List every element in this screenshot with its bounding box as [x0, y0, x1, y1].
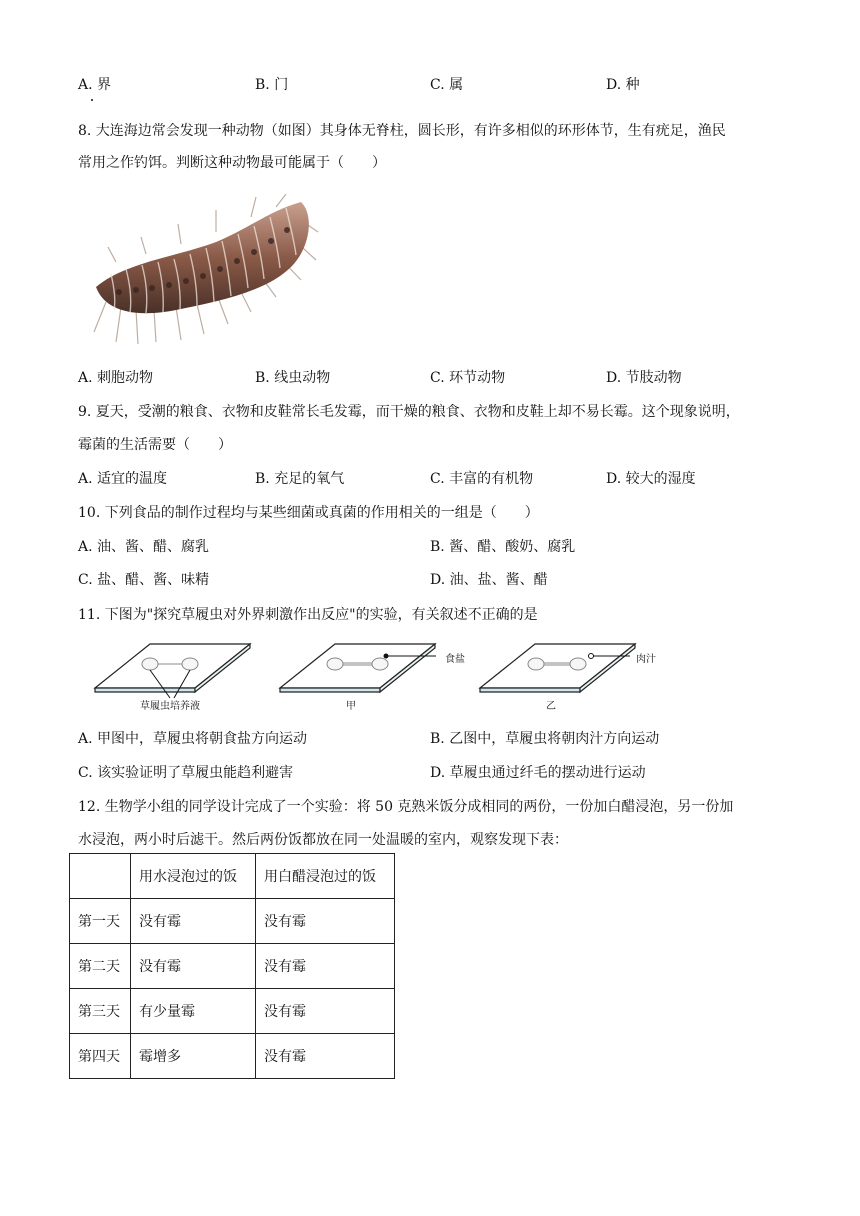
table-row: [70, 989, 395, 1034]
q9-option-c: C. 丰富的有机物: [430, 471, 534, 487]
q9-option-d: D. 较大的湿度: [606, 471, 696, 487]
table-cell: 没有霉: [131, 944, 256, 989]
q8-option-d: D. 节肢动物: [606, 370, 682, 386]
q11-option-d: D. 草履虫通过纤毛的摆动进行运动: [430, 765, 646, 781]
q10-option-c: C. 盐、醋、酱、味精: [78, 572, 210, 588]
q8-option-a: A. 刺胞动物: [78, 370, 154, 386]
figure-label-salt: 食盐: [445, 654, 465, 665]
table-cell: 没有霉: [131, 899, 256, 944]
q10-option-a: A. 油、酱、醋、腐乳: [78, 539, 210, 555]
table-cell: 没有霉: [256, 944, 395, 989]
table-cell: 没有霉: [256, 989, 395, 1034]
table-cell: 有少量霉: [131, 989, 256, 1034]
q10-option-b: B. 酱、醋、酸奶、腐乳: [430, 539, 576, 555]
figure-caption-jia: 甲: [346, 701, 356, 712]
q10-option-d: D. 油、盐、酱、醋: [430, 572, 548, 588]
q9-stem-line1: 9. 夏天，受潮的粮食、衣物和皮鞋常长毛发霉，而干燥的粮食、衣物和皮鞋上却不易长霉。这个现象说明，: [78, 404, 740, 420]
q11-option-b: B. 乙图中，草履虫将朝肉汁方向运动: [430, 731, 660, 747]
table-cell: 第三天: [70, 989, 131, 1034]
figure-label-culture: 草履虫培养液: [140, 701, 200, 712]
q9-option-b: B. 充足的氧气: [255, 471, 345, 487]
q10-stem: 10. 下列食品的制作过程均与某些细菌或真菌的作用相关的一组是（ ）: [78, 505, 539, 521]
table-header-cell: 用白醋浸泡过的饭: [256, 854, 395, 899]
sandworm-image: [86, 192, 322, 352]
q7-option-d: D. 种: [606, 77, 640, 93]
table-header-cell: [70, 854, 131, 899]
q8-option-b: B. 线虫动物: [255, 370, 331, 386]
q7-option-a: A. 界: [78, 77, 112, 93]
emphasis-dot: [91, 99, 93, 101]
table-cell: 没有霉: [256, 899, 395, 944]
q11-option-c: C. 该实验证明了草履虫能趋利避害: [78, 765, 294, 781]
mold-observation-table: [69, 853, 395, 1079]
table-header-cell: 用水浸泡过的饭: [131, 854, 256, 899]
q8-stem-line2: 常用之作钓饵。判断这种动物最可能属于（ ）: [78, 155, 386, 171]
q9-option-a: A. 适宜的温度: [78, 471, 168, 487]
q9-stem-line2: 霉菌的生活需要（ ）: [78, 437, 232, 453]
table-header-row: [70, 854, 395, 899]
q11-stem: 11. 下图为"探究草履虫对外界刺激作出反应"的实验，有关叙述不正确的是: [78, 607, 538, 623]
q8-stem-line1: 8. 大连海边常会发现一种动物（如图）其身体无脊柱，圆长形，有许多相似的环形体节，生有疣足，渔民: [78, 123, 726, 139]
table-row: [70, 1034, 395, 1079]
q7-option-c: C. 属: [430, 77, 464, 93]
table-cell: 没有霉: [256, 1034, 395, 1079]
table-cell: 第一天: [70, 899, 131, 944]
figure-label-meat: 肉汁: [636, 654, 656, 665]
q11-option-a: A. 甲图中，草履虫将朝食盐方向运动: [78, 731, 308, 747]
q8-option-c: C. 环节动物: [430, 370, 506, 386]
table-cell: 第二天: [70, 944, 131, 989]
q12-stem-line2: 水浸泡，两小时后滤干。然后两份饭都放在同一处温暖的室内，观察发现下表：: [78, 832, 568, 848]
figure-caption-yi: 乙: [546, 701, 556, 712]
q7-option-b: B. 门: [255, 77, 289, 93]
table-row: [70, 899, 395, 944]
table-row: [70, 944, 395, 989]
table-cell: 第四天: [70, 1034, 131, 1079]
q12-stem-line1: 12. 生物学小组的同学设计完成了一个实验：将 50 克熟米饭分成相同的两份，一份加白醋浸泡，另一份加: [78, 799, 734, 815]
table-cell: 霉增多: [131, 1034, 256, 1079]
